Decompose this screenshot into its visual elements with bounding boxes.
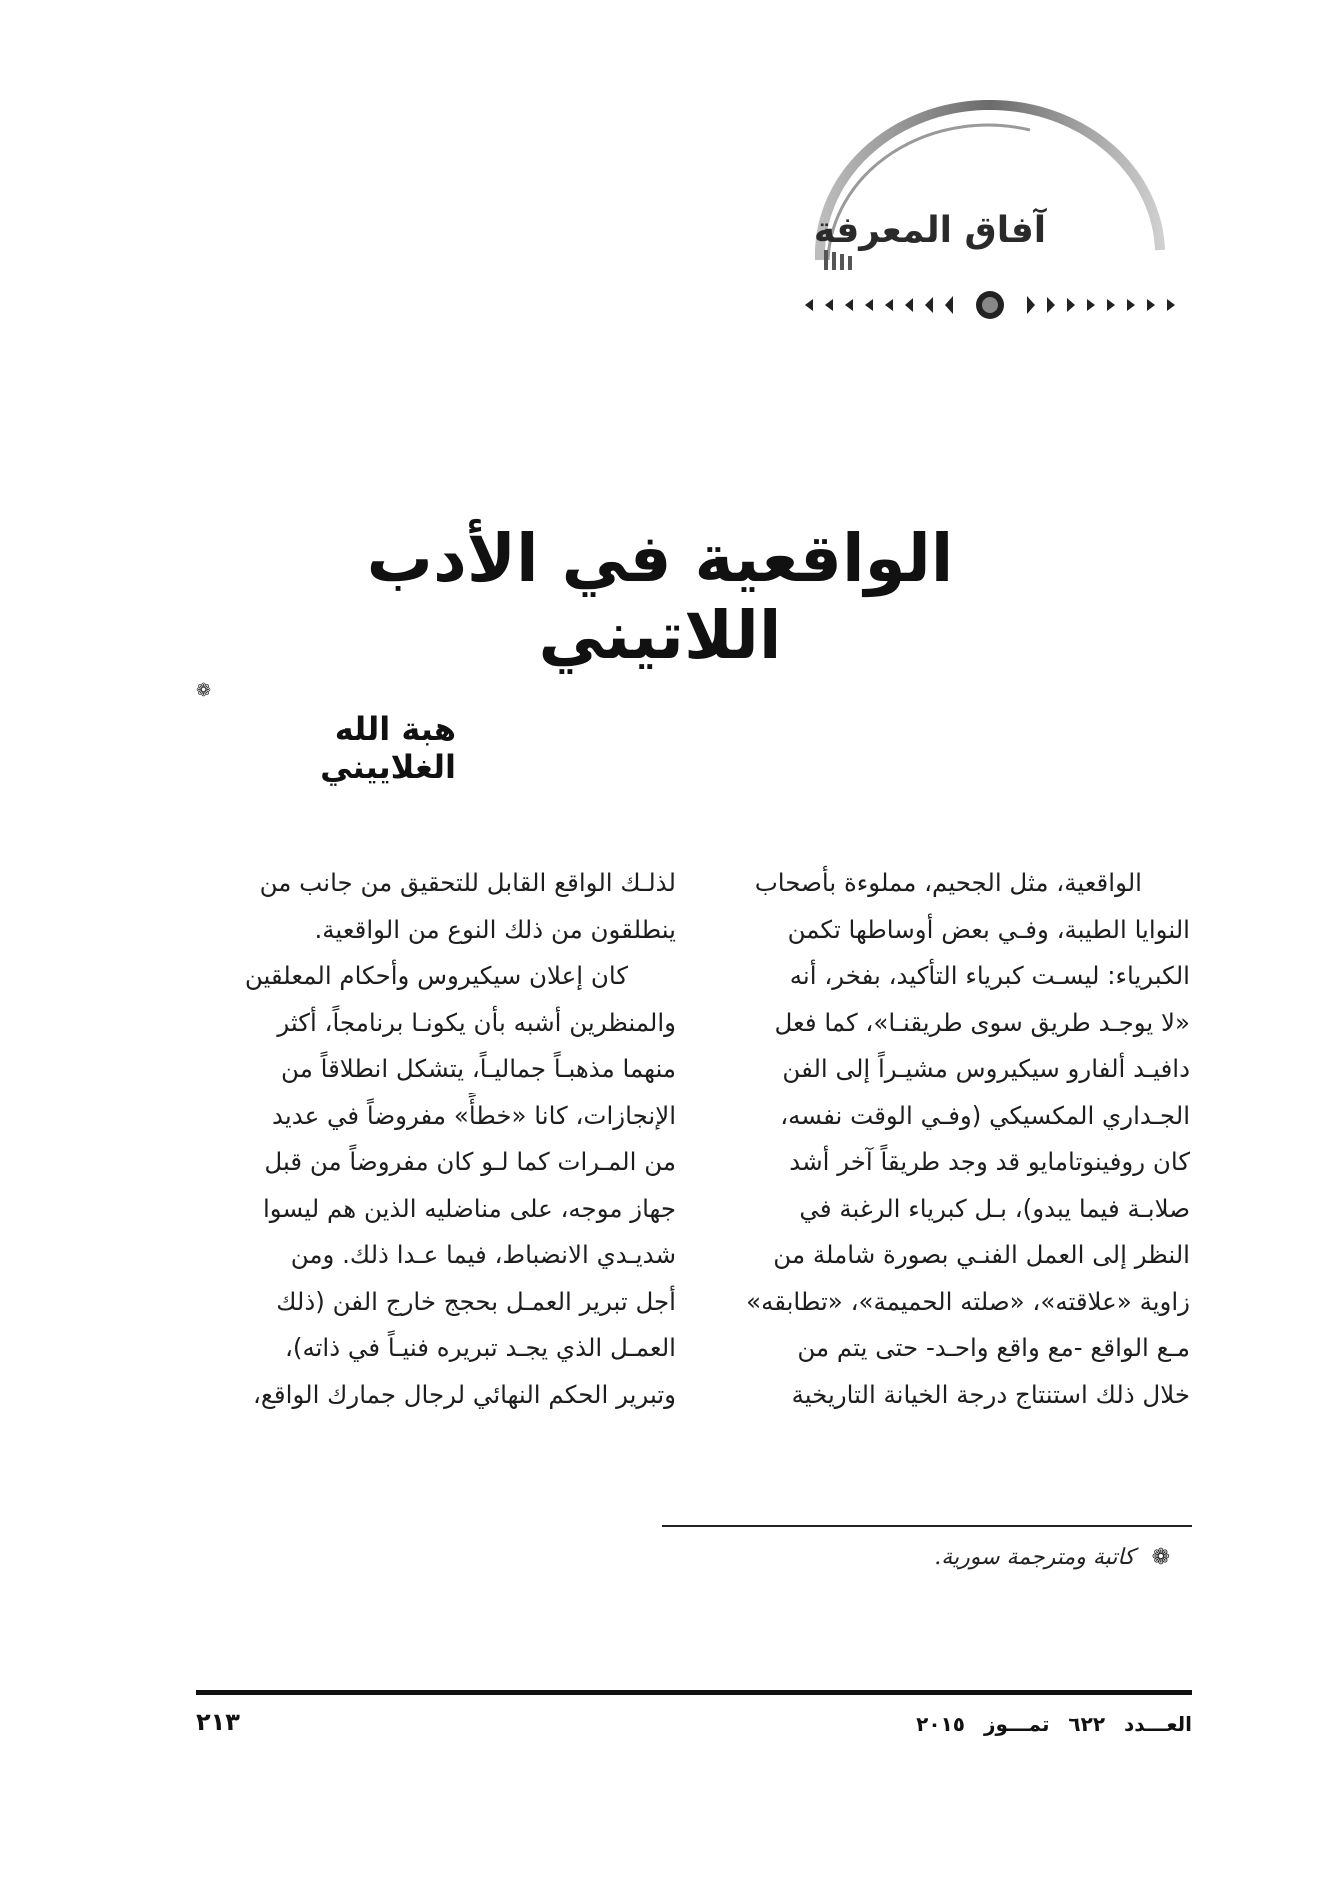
footnote-text: كاتبة ومترجمة سورية. [934,1545,1135,1570]
body-line: شديـدي الانضباط، فيما عـدا ذلك. ومن [290,1240,676,1269]
footnote-divider [662,1525,1192,1527]
issue-info [860,1712,1192,1736]
body-line: النظر إلى العمل الفنـي بصورة شاملة من [773,1240,1190,1269]
magazine-name: آفاق المعرفة [813,210,1047,251]
body-line: منهما مذهبـاً جماليـاً، يتشكل انطلاقاً من [281,1054,676,1083]
body-line: ينطلقون من ذلك النوع من الواقعية. [314,914,676,944]
body-line: الواقعية، مثل الجحيم، مملوءة بأصحاب [754,868,1142,897]
issue-number: ٦٢٢ [1068,1712,1106,1736]
issue-month: تمـــوز [983,1712,1050,1736]
magazine-logo [780,100,1200,330]
body-column-right [690,860,1190,1418]
article-title: الواقعية في الأدب اللاتيني [366,520,954,674]
body-line: مـع الواقع -مع واقع واحـد- حتى يتم من [797,1333,1190,1362]
body-line: الإنجازات، كانا «خطأً» مفروضاً في عديد [272,1100,676,1130]
body-line: كان روفينوتامايو قد وجد طريقاً آخر أشد [789,1147,1190,1176]
body-line: خلال ذلك استنتاج درجة الخيانة التاريخية [791,1379,1190,1409]
ornament-divider-icon [800,290,1180,320]
body-column-left [196,860,676,1418]
flower-icon: ❁ [1151,1545,1170,1570]
body-line: الجـداري المكسيكي (وفـي الوقت نفسه، [780,1100,1190,1130]
issue-label: العـــدد [1124,1712,1192,1736]
body-line: دافيـد ألفارو سيكيروس مشيـراً إلى الفن [782,1054,1190,1083]
page-number: ٢١٣ [196,1708,240,1736]
author-footnote [700,1545,1170,1570]
body-line: النوايا الطيبة، وفـي بعض أوساطها تكمن [787,914,1190,944]
article-author: هبة الله الغلاييني [320,710,456,786]
body-line: وتبرير الحكم النهائي لرجال جمارك الواقع، [252,1379,676,1409]
body-line: لذلـك الواقع القابل للتحقيق من جانب من [259,868,676,897]
body-line: الكبرياء: ليسـت كبرياء التأكيد، بفخر، أنه [789,961,1190,990]
body-line: زاوية «علاقته»، «صلته الحميمة»، «تطابقه» [746,1286,1190,1316]
body-line: والمنظرين أشبه بأن يكونـا برنامجاً، أكثر [277,1007,676,1037]
body-line: من المـرات كما لـو كان مفروضاً من قبل [264,1147,676,1176]
issue-year: ٢٠١٥ [916,1712,965,1736]
body-line: صلابـة فيما يبدو)، بـل كبرياء الرغبة في [799,1193,1190,1223]
body-line: جهاز موجه، على مناضليه الذين هم ليسوا [262,1193,676,1223]
author-footnote-mark-icon: ❁ [196,680,212,701]
body-line: أجل تبرير العمـل بحجج خارج الفن (ذلك [276,1286,676,1316]
body-line: العمـل الذي يجـد تبريره فنيـاً في ذاته)، [284,1333,676,1362]
footer-divider [196,1690,1192,1695]
body-line: كان إعلان سيكيروس وأحكام المعلقين [244,961,628,990]
body-line: «لا يوجـد طريق سوى طريقنـا»، كما فعل [774,1007,1190,1037]
